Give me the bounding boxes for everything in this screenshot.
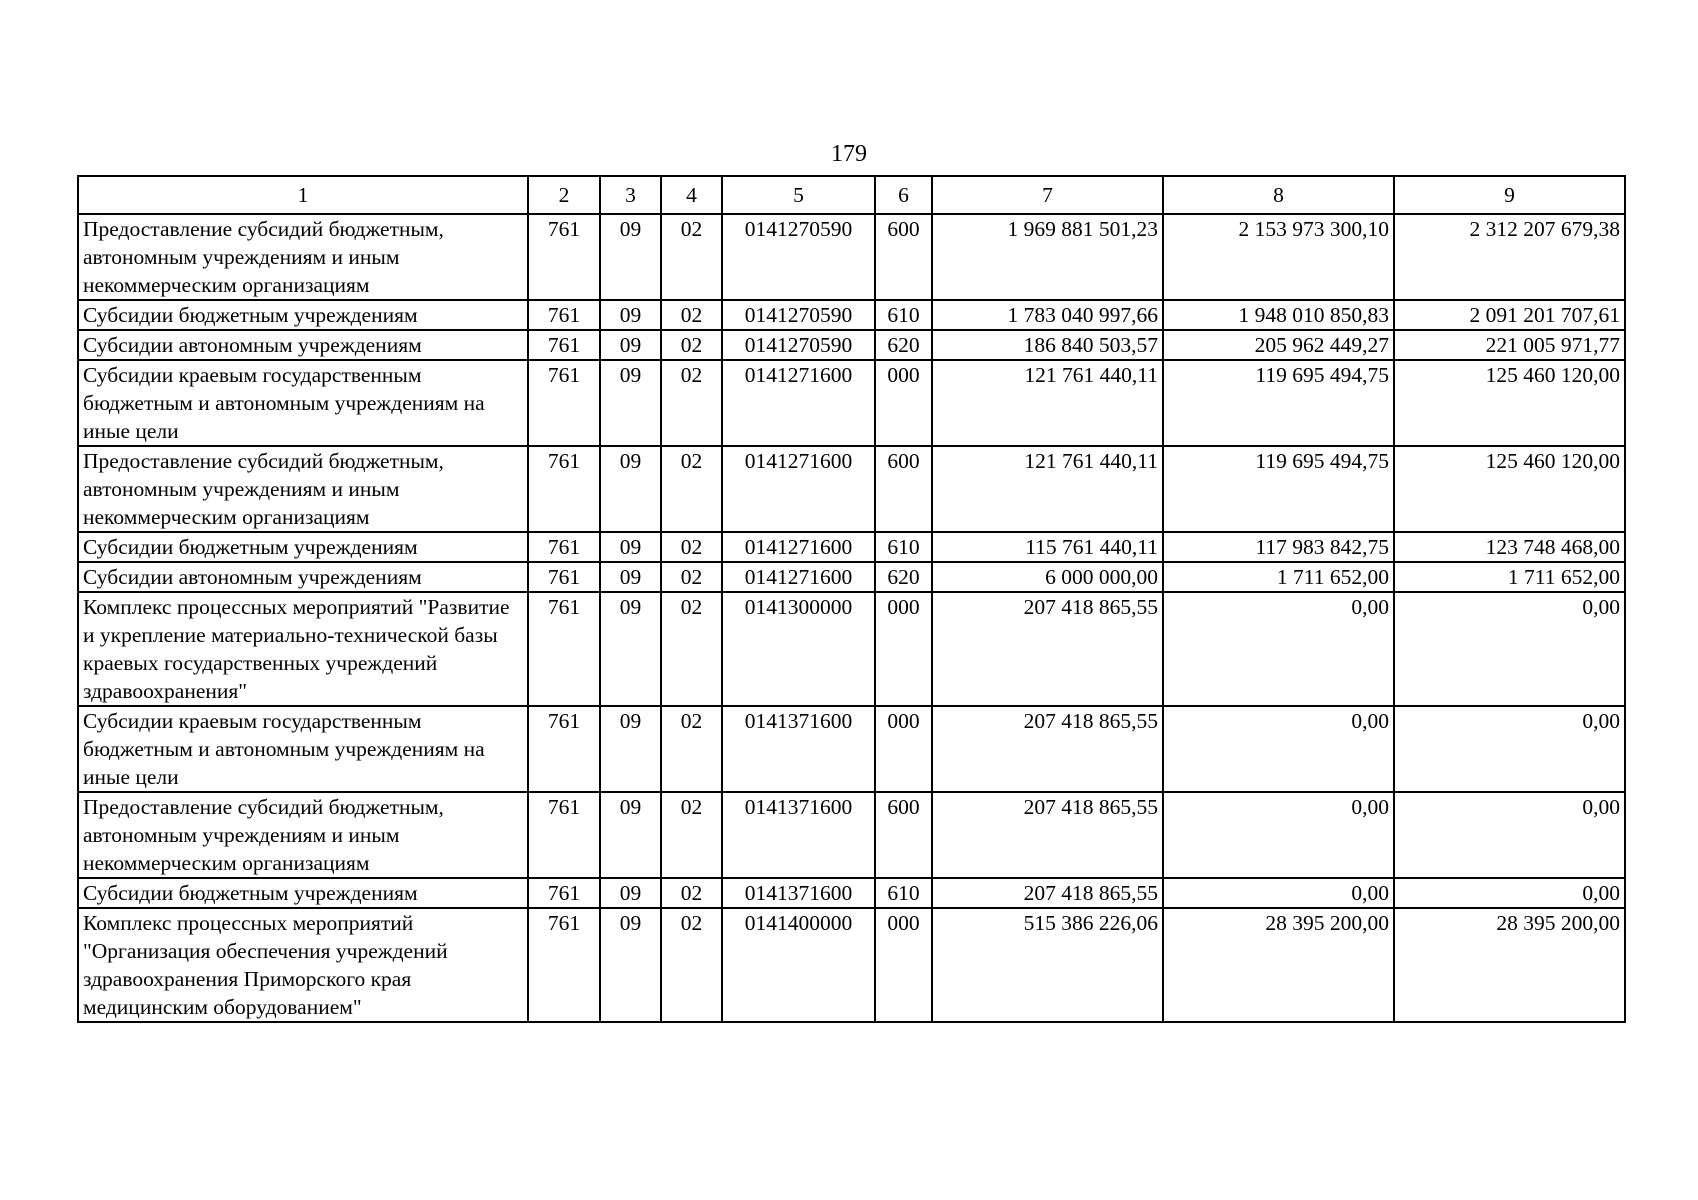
section-code: 09	[600, 706, 661, 792]
target-article-code: 0141270590	[722, 330, 875, 360]
table-row	[78, 592, 1625, 706]
amount-col8: 205 962 449,27	[1163, 330, 1394, 360]
amount-col8: 1 711 652,00	[1163, 562, 1394, 592]
ministry-code: 761	[528, 562, 600, 592]
expense-type-code: 000	[875, 360, 932, 446]
column-header: 7	[932, 176, 1163, 214]
table-row	[78, 330, 1625, 360]
row-name: Комплекс процессных мероприятий "Развитие и укрепление материально-технической базы краевых государственных учреждений здравоохранения"	[78, 592, 528, 706]
amount-col7: 1 783 040 997,66	[932, 300, 1163, 330]
column-header: 9	[1394, 176, 1625, 214]
row-name: Субсидии краевым государственным бюджетным и автономным учреждениям на иные цели	[78, 360, 528, 446]
amount-col9: 2 091 201 707,61	[1394, 300, 1625, 330]
amount-col9: 125 460 120,00	[1394, 446, 1625, 532]
row-name: Предоставление субсидий бюджетным, автономным учреждениям и иным некоммерческим организациям	[78, 214, 528, 300]
section-code: 09	[600, 562, 661, 592]
target-article-code: 0141271600	[722, 562, 875, 592]
amount-col7: 1 969 881 501,23	[932, 214, 1163, 300]
column-header: 8	[1163, 176, 1394, 214]
table-row	[78, 360, 1625, 446]
ministry-code: 761	[528, 214, 600, 300]
row-name: Предоставление субсидий бюджетным, автономным учреждениям и иным некоммерческим организациям	[78, 792, 528, 878]
amount-col7: 186 840 503,57	[932, 330, 1163, 360]
expense-type-code: 620	[875, 330, 932, 360]
section-code: 09	[600, 214, 661, 300]
target-article-code: 0141371600	[722, 792, 875, 878]
header-row	[78, 176, 1625, 214]
amount-col9: 221 005 971,77	[1394, 330, 1625, 360]
ministry-code: 761	[528, 330, 600, 360]
ministry-code: 761	[528, 908, 600, 1022]
amount-col9: 28 395 200,00	[1394, 908, 1625, 1022]
amount-col8: 2 153 973 300,10	[1163, 214, 1394, 300]
column-header: 1	[78, 176, 528, 214]
target-article-code: 0141400000	[722, 908, 875, 1022]
amount-col9: 0,00	[1394, 878, 1625, 908]
subsection-code: 02	[661, 908, 722, 1022]
budget-table	[77, 175, 1626, 1023]
table-row	[78, 562, 1625, 592]
section-code: 09	[600, 532, 661, 562]
amount-col7: 515 386 226,06	[932, 908, 1163, 1022]
subsection-code: 02	[661, 330, 722, 360]
amount-col8: 119 695 494,75	[1163, 446, 1394, 532]
row-name: Комплекс процессных мероприятий "Организация обеспечения учреждений здравоохранения Приморского края медицинским оборудованием"	[78, 908, 528, 1022]
subsection-code: 02	[661, 562, 722, 592]
section-code: 09	[600, 592, 661, 706]
amount-col8: 0,00	[1163, 706, 1394, 792]
expense-type-code: 600	[875, 214, 932, 300]
amount-col9: 0,00	[1394, 706, 1625, 792]
section-code: 09	[600, 300, 661, 330]
target-article-code: 0141300000	[722, 592, 875, 706]
amount-col8: 0,00	[1163, 878, 1394, 908]
amount-col9: 2 312 207 679,38	[1394, 214, 1625, 300]
subsection-code: 02	[661, 214, 722, 300]
row-name: Субсидии бюджетным учреждениям	[78, 300, 528, 330]
amount-col9: 0,00	[1394, 592, 1625, 706]
ministry-code: 761	[528, 792, 600, 878]
ministry-code: 761	[528, 300, 600, 330]
subsection-code: 02	[661, 300, 722, 330]
table-row	[78, 706, 1625, 792]
ministry-code: 761	[528, 878, 600, 908]
column-header: 4	[661, 176, 722, 214]
subsection-code: 02	[661, 592, 722, 706]
table-row	[78, 532, 1625, 562]
section-code: 09	[600, 360, 661, 446]
amount-col8: 117 983 842,75	[1163, 532, 1394, 562]
ministry-code: 761	[528, 360, 600, 446]
table-row	[78, 908, 1625, 1022]
amount-col7: 207 418 865,55	[932, 792, 1163, 878]
expense-type-code: 000	[875, 592, 932, 706]
expense-type-code: 610	[875, 878, 932, 908]
row-name: Субсидии краевым государственным бюджетным и автономным учреждениям на иные цели	[78, 706, 528, 792]
expense-type-code: 600	[875, 792, 932, 878]
target-article-code: 0141371600	[722, 706, 875, 792]
column-header: 3	[600, 176, 661, 214]
section-code: 09	[600, 446, 661, 532]
row-name: Субсидии бюджетным учреждениям	[78, 878, 528, 908]
amount-col8: 119 695 494,75	[1163, 360, 1394, 446]
amount-col7: 207 418 865,55	[932, 878, 1163, 908]
amount-col8: 28 395 200,00	[1163, 908, 1394, 1022]
amount-col7: 207 418 865,55	[932, 706, 1163, 792]
amount-col7: 6 000 000,00	[932, 562, 1163, 592]
target-article-code: 0141271600	[722, 446, 875, 532]
column-header: 2	[528, 176, 600, 214]
expense-type-code: 610	[875, 532, 932, 562]
section-code: 09	[600, 878, 661, 908]
amount-col7: 115 761 440,11	[932, 532, 1163, 562]
subsection-code: 02	[661, 792, 722, 878]
target-article-code: 0141270590	[722, 214, 875, 300]
target-article-code: 0141271600	[722, 360, 875, 446]
amount-col9: 0,00	[1394, 792, 1625, 878]
page-number: 179	[831, 141, 867, 167]
row-name: Субсидии автономным учреждениям	[78, 330, 528, 360]
section-code: 09	[600, 330, 661, 360]
amount-col7: 207 418 865,55	[932, 592, 1163, 706]
table-row	[78, 214, 1625, 300]
subsection-code: 02	[661, 878, 722, 908]
ministry-code: 761	[528, 532, 600, 562]
amount-col9: 1 711 652,00	[1394, 562, 1625, 592]
subsection-code: 02	[661, 446, 722, 532]
amount-col8: 0,00	[1163, 592, 1394, 706]
amount-col7: 121 761 440,11	[932, 446, 1163, 532]
table-row	[78, 878, 1625, 908]
expense-type-code: 000	[875, 908, 932, 1022]
table-row	[78, 792, 1625, 878]
amount-col9: 123 748 468,00	[1394, 532, 1625, 562]
target-article-code: 0141271600	[722, 532, 875, 562]
section-code: 09	[600, 792, 661, 878]
subsection-code: 02	[661, 360, 722, 446]
column-header: 6	[875, 176, 932, 214]
table-row	[78, 300, 1625, 330]
target-article-code: 0141270590	[722, 300, 875, 330]
amount-col7: 121 761 440,11	[932, 360, 1163, 446]
target-article-code: 0141371600	[722, 878, 875, 908]
ministry-code: 761	[528, 706, 600, 792]
expense-type-code: 620	[875, 562, 932, 592]
expense-type-code: 600	[875, 446, 932, 532]
row-name: Предоставление субсидий бюджетным, автономным учреждениям и иным некоммерческим организациям	[78, 446, 528, 532]
ministry-code: 761	[528, 592, 600, 706]
amount-col8: 0,00	[1163, 792, 1394, 878]
ministry-code: 761	[528, 446, 600, 532]
subsection-code: 02	[661, 532, 722, 562]
table-row	[78, 446, 1625, 532]
amount-col8: 1 948 010 850,83	[1163, 300, 1394, 330]
expense-type-code: 610	[875, 300, 932, 330]
column-header: 5	[722, 176, 875, 214]
section-code: 09	[600, 908, 661, 1022]
expense-type-code: 000	[875, 706, 932, 792]
subsection-code: 02	[661, 706, 722, 792]
amount-col9: 125 460 120,00	[1394, 360, 1625, 446]
row-name: Субсидии бюджетным учреждениям	[78, 532, 528, 562]
row-name: Субсидии автономным учреждениям	[78, 562, 528, 592]
